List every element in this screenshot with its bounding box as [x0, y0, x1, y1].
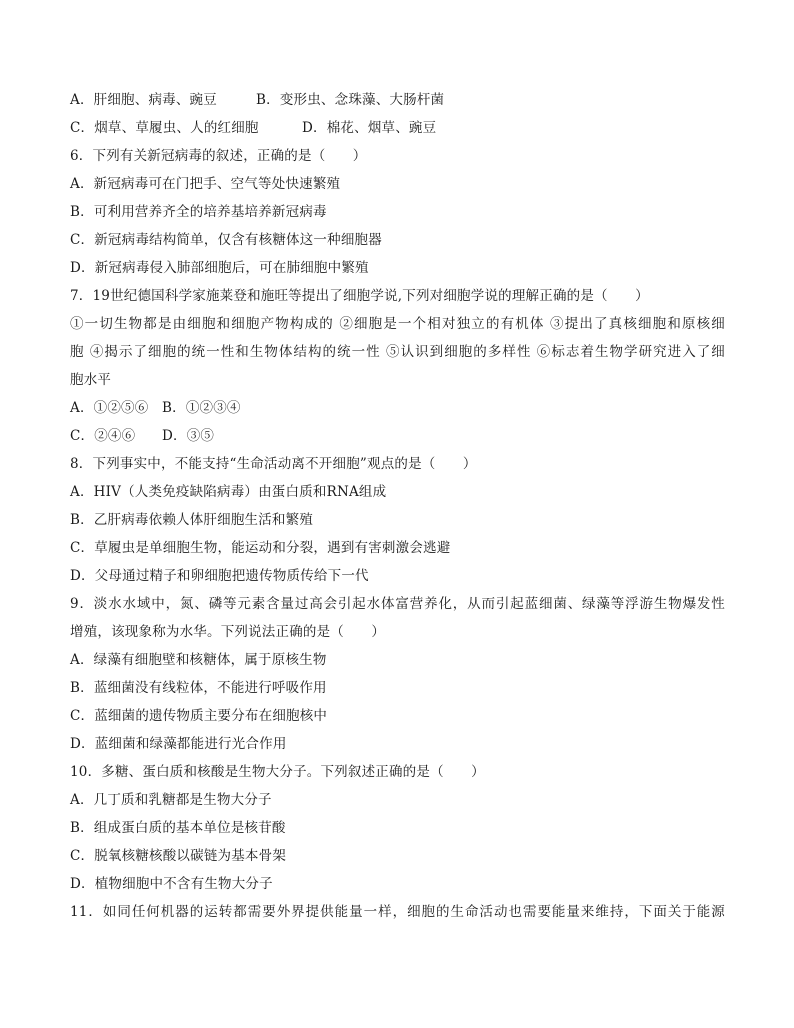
q9-stem-line-1: 9．淡水水域中，氮、磷等元素含量过高会引起水体富营养化，从而引起蓝细菌、绿藻等浮游生物爆发性	[70, 596, 725, 612]
q8-option-b: B．乙肝病毒依赖人体肝细胞生活和繁殖	[70, 512, 314, 528]
q6-option-a: A．新冠病毒可在门把手、空气等处快速繁殖	[70, 176, 341, 192]
q10-stem: 10．多糖、蛋白质和核酸是生物大分子。下列叙述正确的是（ ）	[70, 764, 485, 780]
q10-option-a: A．几丁质和乳糖都是生物大分子	[70, 792, 272, 808]
q9-option-b: B．蓝细菌没有线粒体，不能进行呼吸作用	[70, 680, 327, 696]
q10-option-b: B．组成蛋白质的基本单位是核苷酸	[70, 820, 286, 836]
q6-stem: 6．下列有关新冠病毒的叙述，正确的是（ ）	[70, 148, 367, 164]
q10-option-c: C．脱氧核糖核酸以碳链为基本骨架	[70, 848, 287, 864]
q7-options-row-1	[70, 398, 725, 418]
q9-stem-line-2: 增殖，该现象称为水华。下列说法正确的是（ ）	[70, 624, 386, 640]
q5-options-row-1	[70, 90, 725, 110]
q7-options-row-2	[70, 426, 725, 446]
q5-option-a: A．肝细胞、病毒、豌豆	[70, 92, 217, 108]
q5-option-c: C．烟草、草履虫、人的红细胞	[70, 120, 259, 136]
q6-option-b: B．可利用营养齐全的培养基培养新冠病毒	[70, 204, 327, 220]
q11-stem-line-1: 11．如同任何机器的运转都需要外界提供能量一样，细胞的生命活动也需要能量来维持，下面关于能源	[70, 904, 725, 920]
q10-option-d: D．植物细胞中不含有生物大分子	[70, 876, 273, 892]
q7-option-c: C．②④⑥	[70, 428, 136, 444]
q6-option-c: C．新冠病毒结构简单，仅含有核糖体这一种细胞器	[70, 232, 382, 248]
q8-option-a: A．HIV（人类免疫缺陷病毒）由蛋白质和RNA组成	[70, 484, 387, 500]
q6-option-d: D．新冠病毒侵入肺部细胞后，可在肺细胞中繁殖	[70, 260, 369, 276]
q9-option-c: C．蓝细菌的遗传物质主要分布在细胞核中	[70, 708, 328, 724]
q5-options-row-2	[70, 118, 725, 138]
q7-statements-line-1: ①一切生物都是由细胞和细胞产物构成的 ②细胞是一个相对独立的有机体 ③提出了真核细胞和原核细	[70, 316, 725, 332]
q9-option-a: A．绿藻有细胞壁和核糖体，属于原核生物	[70, 652, 327, 668]
q7-statements-line-3: 胞水平	[70, 372, 112, 388]
q8-stem: 8．下列事实中，不能支持“生命活动离不开细胞”观点的是（ ）	[70, 456, 477, 472]
q7-option-d: D．③⑤	[162, 428, 215, 444]
q9-option-d: D．蓝细菌和绿藻都能进行光合作用	[70, 736, 287, 752]
q7-statements-line-2: 胞 ④揭示了细胞的统一性和生物体结构的统一性 ⑤认识到细胞的多样性 ⑥标志着生物学研究进入了细	[70, 344, 725, 360]
q5-option-b: B．变形虫、念珠藻、大肠杆菌	[256, 92, 445, 108]
q7-option-b: B．①②③④	[162, 400, 241, 416]
q8-option-c: C．草履虫是单细胞生物，能运动和分裂，遇到有害刺激会逃避	[70, 540, 451, 556]
q7-stem: 7．19世纪德国科学家施莱登和施旺等提出了细胞学说,下列对细胞学说的理解正确的是（ ）	[70, 288, 649, 304]
q5-option-d: D．棉花、烟草、豌豆	[302, 120, 437, 136]
q7-option-a: A．①②⑤⑥	[70, 400, 149, 416]
q8-option-d: D．父母通过精子和卵细胞把遗传物质传给下一代	[70, 568, 369, 584]
